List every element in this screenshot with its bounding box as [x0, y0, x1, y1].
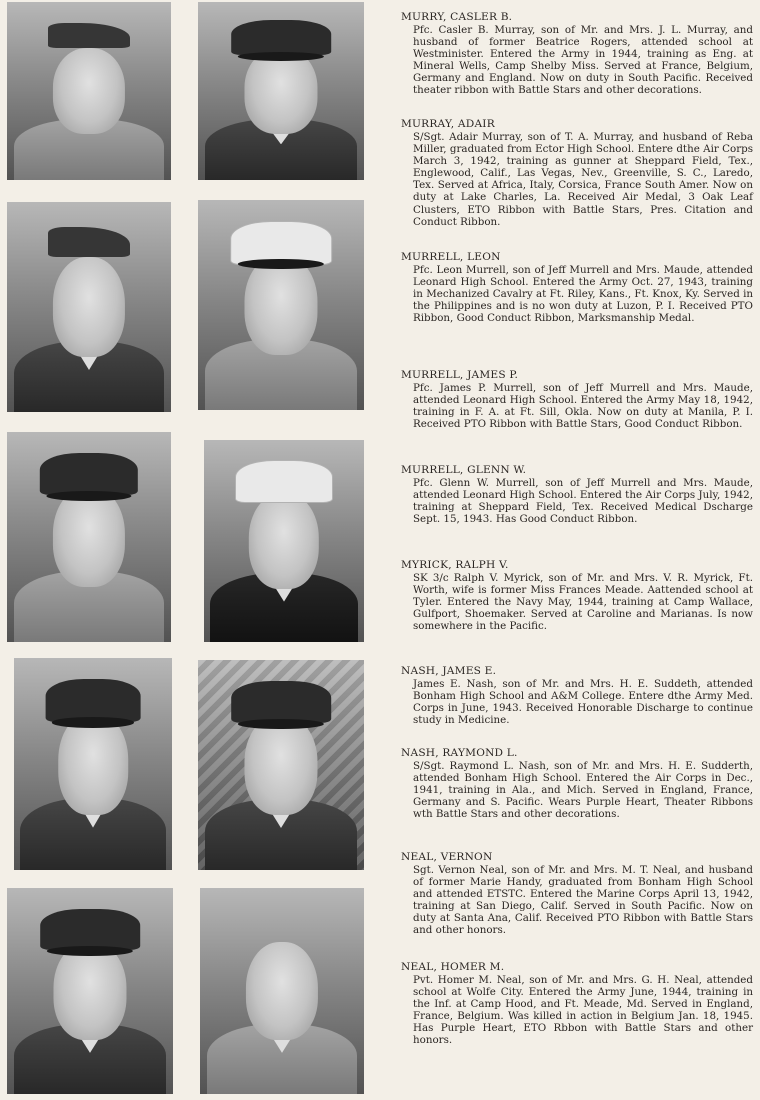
entry-bio: SK 3/c Ralph V. Myrick, son of Mr. and Mrs. V. R. Myrick, Ft. Worth, wife is former Miss Frances Meade. Aattended school at Tyler. Entered the Navy May, 1944, training at Camp Wallace, Gulfport, Shoemaker. Served at Caroline and Marianas. Is now somewhere in the Pacific.: [413, 572, 753, 633]
portrait-vernon-neal: [7, 888, 173, 1094]
entry-name: NASH, JAMES E.: [401, 665, 497, 677]
entry-bio: Pfc. Glenn W. Murrell, son of Jeff Murrell and Mrs. Maude, attended Leonard High School. Entered the Air Corps July, 1942, training at Sheppard Field, Tex. Received Medical Dscharge Sept. 15, 1943. Has Good Conduct Ribbon.: [413, 477, 753, 526]
entry-name: MURRAY, ADAIR: [401, 118, 495, 130]
entry-bio: S/Sgt. Adair Murray, son of T. A. Murray, and husband of Reba Miller, graduated from Ector High School. Entere dthe Air Corps March 3, 1942, training as gunner at Sheppard Field, Tex., Englewood, Calif., Las Vegas, Nev., Greenville, S. C., Laredo, Tex. Served at Africa, Italy, Corsica, France South Amer. Now on duty at Lake Charles, La. Received Air Medal, 3 Oak Leaf Clusters, ETO Ribbon with Battle Stars, Pres. Citation and Conduct Ribbon.: [413, 131, 753, 228]
entry-name: NEAL, HOMER M.: [401, 961, 505, 973]
entry-bio: Pfc. Leon Murrell, son of Jeff Murrell and Mrs. Maude, attended Leonard High School. Entered the Army Oct. 27, 1943, training in Mechanized Cavalry at Ft. Riley, Kans., Ft. Knox, Ky. Served in the Philippines and is no won duty at Luzon, P. I. Received PTO Ribbon, Good Conduct Ribbon, Marksmanship Medal.: [413, 264, 753, 325]
entry-murrell-glenn: [401, 464, 753, 525]
entry-nash-james: [401, 665, 753, 726]
portrait-leon-murrell: [7, 202, 171, 412]
portrait-homer-neal: [200, 888, 364, 1094]
entry-name: MYRICK, RALPH V.: [401, 559, 509, 571]
entry-bio: Pvt. Homer M. Neal, son of Mr. and Mrs. G. H. Neal, attended school at Wolfe City. Entered the Army June, 1944, training in the Inf. at Camp Hood, and Ft. Meade, Md. Served in England, France, Belgium. Was killed in action in Belgium Jan. 18, 1945. Has Purple Heart, ETO Rbbon with Battle Stars and other honors.: [413, 974, 753, 1047]
entry-murrell-james: [401, 369, 753, 430]
portrait-james-murrell: [198, 200, 364, 410]
entry-name: MURRELL, GLENN W.: [401, 464, 527, 476]
portrait-adair-murray: [198, 2, 364, 180]
portrait-james-nash: [14, 658, 172, 870]
entry-murry-casler: [401, 11, 753, 97]
portrait-glenn-murrell: [7, 432, 171, 642]
entry-neal-homer: [401, 961, 753, 1047]
entry-bio: S/Sgt. Raymond L. Nash, son of Mr. and Mrs. H. E. Sudderth, attended Bonham High School. Entered the Air Corps in Dec., 1941, training in Ala., and Mich. Served in England, France, Germany and S. Pacific. Wears Purple Heart, Theater Ribbons wth Battle Stars and other decorations.: [413, 760, 753, 821]
entry-name: MURRELL, JAMES P.: [401, 369, 519, 381]
entry-murray-adair: [401, 118, 753, 228]
entry-myrick-ralph: [401, 559, 753, 632]
entry-name: MURRY, CASLER B.: [401, 11, 513, 23]
entry-bio: Sgt. Vernon Neal, son of Mr. and Mrs. M. T. Neal, and husband of former Marie Handy, graduated from Bonham High School and attended ETSTC. Entered the Marine Corps April 13, 1942, training at San Diego, Calif. Served in South Pacific. Now on duty at Santa Ana, Calif. Received PTO Ribbon with Battle Stars and other honors.: [413, 864, 753, 937]
entry-bio: James E. Nash, son of Mr. and Mrs. H. E. Suddeth, attended Bonham High School and A&M College. Entere dthe Army Med. Corps in June, 1943. Received Honorable Discharge to continue study in Medicine.: [413, 678, 753, 727]
entry-bio: Pfc. James P. Murrell, son of Jeff Murrell and Mrs. Maude, attended Leonard High School. Entered the Army May 18, 1942, training in F. A. at Ft. Sill, Okla. Now on duty at Manila, P. I. Received PTO Ribbon with Battle Stars, Good Conduct Ribbon.: [413, 382, 753, 431]
portrait-raymond-nash: [198, 660, 364, 870]
portrait-ralph-myrick: [204, 440, 364, 642]
entry-name: NEAL, VERNON: [401, 851, 493, 863]
entry-nash-raymond: [401, 747, 753, 820]
entry-bio: Pfc. Casler B. Murray, son of Mr. and Mrs. J. L. Murray, and husband of former Beatrice Rogers, attended school at Westminister. Entered the Army in 1944, training as Eng. at Mineral Wells, Camp Shelby Miss. Served at France, Belgium, Germany and England. Now on duty in South Pacific. Received theater ribbon with Battle Stars and other decorations.: [413, 24, 753, 97]
portrait-casler-murry: [7, 2, 171, 180]
entry-murrell-leon: [401, 251, 753, 324]
entry-neal-vernon: [401, 851, 753, 937]
entry-name: MURRELL, LEON: [401, 251, 501, 263]
entry-name: NASH, RAYMOND L.: [401, 747, 518, 759]
